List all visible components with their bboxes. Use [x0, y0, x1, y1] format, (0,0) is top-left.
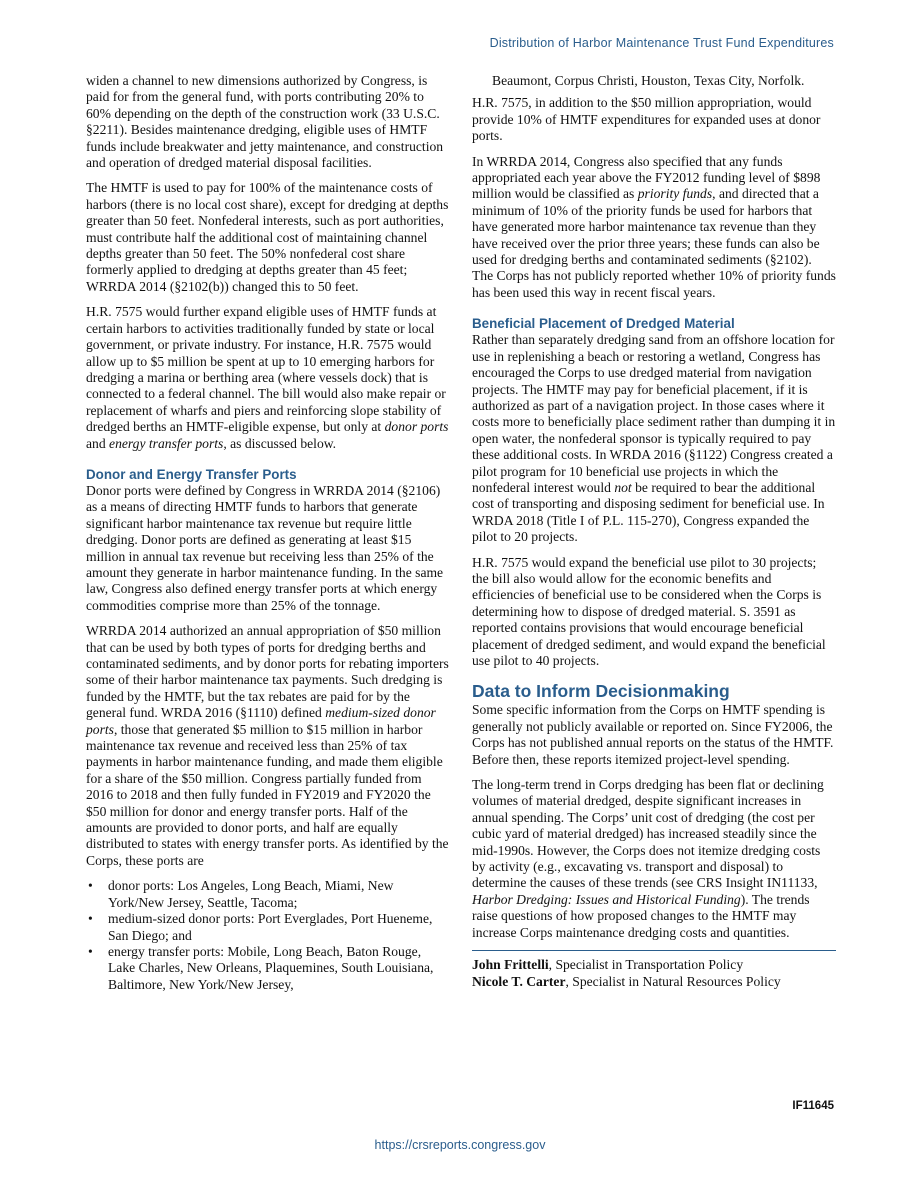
author-line [472, 957, 836, 973]
list-item-text: medium-sized donor ports: Port Everglades, Port Hueneme, San Diego; and [108, 911, 433, 943]
author-block [472, 957, 836, 990]
paragraph: widen a channel to new dimensions authorized by Congress, is paid for from the general fund, with ports contributing 20% to 60% depending on the depth of the construction work (33 U.S.C. §2211). Besides maintenance dredging, eligible uses of HMTF funds include breakwater and jetty maintenance, and construction and operation of dredged material disposal facilities. [86, 73, 444, 171]
list-item [88, 943, 450, 993]
author-name: John Frittelli [472, 957, 549, 973]
author-name: Nicole T. Carter [472, 973, 566, 989]
list-item-text: energy transfer ports: Mobile, Long Beach, Baton Rouge, Lake Charles, New Orleans, Plaquemines, South Louisiana, Baltimore, New York/New Jersey, [108, 943, 434, 992]
footer-url[interactable]: https://crsreports.congress.gov [374, 1138, 546, 1152]
italic-term: energy transfer ports [109, 435, 224, 451]
bullet-icon: • [88, 878, 93, 894]
author-title: , Specialist in Transportation Policy [548, 957, 744, 973]
italic-term: medium-sized donor ports [86, 705, 436, 737]
left-column [86, 73, 450, 993]
italic-term: donor ports [384, 419, 449, 435]
text-span: The long-term trend in Corps dredging has been flat or declining volumes of material dredged, despite significant increases in annual spending. The Corps’ unit cost of dredging (the cost per cubic yard of material dredged) has increased steadily since the mid-1990s. However, the Corps does not itemize dredging costs by activity (e.g., excavating vs. transport and disposal) to determine the causes of these trends (see CRS Insight IN11133, [472, 777, 824, 891]
text-span: and [86, 435, 110, 451]
paragraph [86, 623, 450, 869]
section-heading-donor-ports: Donor and Energy Transfer Ports [86, 466, 297, 482]
section-heading-data: Data to Inform Decisionmaking [472, 681, 730, 702]
paragraph: Some specific information from the Corps on HMTF spending is generally not publicly available or reported on. Since FY2006, the Corps has not published annual reports on the status of the HMTF. Before then, these reports itemized project-level spending. [472, 702, 834, 767]
section-heading-beneficial-placement: Beneficial Placement of Dredged Material [472, 316, 735, 332]
paragraph: H.R. 7575, in addition to the $50 million appropriation, would provide 10% of HMTF expenditures for expanded uses at donor ports. [472, 95, 821, 144]
list-item [88, 878, 450, 911]
list-item-text: donor ports: Los Angeles, Long Beach, Miami, New York/New Jersey, Seattle, Tacoma; [108, 878, 394, 910]
paragraph [86, 304, 450, 452]
bullet-icon: • [88, 943, 93, 959]
paragraph [472, 154, 836, 302]
text-span: In WRRDA 2014, Congress also specified that any funds appropriated each year above the FY2012 funding level of $898 million would be classified as [472, 153, 821, 202]
document-id: IF11645 [792, 1100, 834, 1112]
running-header: Distribution of Harbor Maintenance Trust Fund Expenditures [489, 36, 834, 50]
bullet-icon: • [88, 911, 93, 927]
paragraph: H.R. 7575 would expand the beneficial use pilot to 30 projects; the bill also would allow for the economic benefits and efficiencies of beneficial use to be considered when the Corps is determining how to dispose of dredged material. S. 3591 as reported contains provisions that would encourage beneficial placement of dredged sediment, and would expand the beneficial use pilot to 40 projects. [472, 554, 826, 668]
text-span: ). The trends raise questions of how proposed changes to the HMTF may increase Corps maintenance dredging costs and quantities. [472, 891, 810, 940]
text-span: Rather than separately dredging sand from an offshore location for use in replenishing a beach or restoring a wetland, Congress has encouraged the Corps to use dredged material from navigation projects. The HMTF may pay for beneficial placement, if it is authorized as part of a navigation project. In those cases where it costs more to beneficially place sediment rather than dumping it in open water, the nonfederal sponsor is typically required to pay these additional costs. In WRDA 2016 (§1122) Congress created a pilot program for 10 beneficial use projects in which the nonfederal interest would [472, 332, 836, 495]
right-column [472, 73, 836, 990]
divider [472, 950, 836, 951]
paragraph: Donor ports were defined by Congress in WRRDA 2014 (§2106) as a means of directing HMTF funds to harbors that generate significant harbor maintenance tax revenue but require little dredging. Donor ports are defined as generating at least $15 million in annual tax revenue but receiving less than 25% of the amount they generate in harbor maintenance funding. In the same law, Congress also defined energy transfer ports at which energy commodities comprise more than 25% of the tonnage. [86, 482, 444, 613]
italic-term: priority funds [637, 186, 713, 202]
paragraph: The HMTF is used to pay for 100% of the maintenance costs of harbors (there is no local cost share), except for dredging at depths greater than 50 feet. Nonfederal interests, such as port authorities, must contribute half the additional cost of maintaining channel depths greater than 50 feet. The 50% nonfederal cost share formerly applied to dredging at depths greater than 45 feet; WRRDA 2014 (§2102(b)) changed this to 50 feet. [86, 180, 449, 294]
text-span: , as discussed below. [223, 435, 337, 451]
text-span: be required to bear the additional cost of transporting and disposing sediment for beneficial use. In WRDA 2018 (Title I of P.L. 115-270), Congress expanded the pilot to 20 projects. [472, 479, 825, 545]
text-span: , those that generated $5 million to $15 million in harbor maintenance tax revenue and received less than 25% of tax payments in harbor maintenance funding, and made them eligible for a share of the $50 million. Congress partially funded from 2016 to 2018 and then fully funded in FY2019 and FY2020 the $50 million for donor and energy transfer ports. Half of the amounts are provided to donor ports, and half are equally distributed to states with energy transfer ports. As identified by the Corps, these ports are [86, 721, 449, 868]
author-title: , Specialist in Natural Resources Policy [565, 973, 781, 989]
list-item [88, 911, 450, 944]
italic-term: Harbor Dredging: Issues and Historical Funding [472, 891, 741, 907]
text-span: , and directed that a minimum of 10% of the priority funds be used for harbors that have generated more harbor maintenance tax revenue than they have received over the prior three years; these funds can also be used for dredging berths and contaminated sediments (§2102). The Corps has not publicly reported whether 10% of priority funds has been used this way in recent fiscal years. [472, 186, 836, 300]
text-span: WRRDA 2014 authorized an annual appropriation of $50 million that can be used by both types of ports for dredging berths and contaminated sediments, and by donor ports for rebating importers some of their harbor maintenance tax payments. Such dredging is funded by the HMTF, but the tax rebates are paid for by the general fund. WRDA 2016 (§1110) defined [86, 623, 449, 721]
text-span: H.R. 7575 would further expand eligible uses of HMTF funds at certain harbors to activities traditionally funded by state or local government, or private industry. For instance, H.R. 7575 would allow up to $5 million be spent at up to 10 emerging harbors for dredging a marina or berthing area (where vessels dock) that is connected to a federal channel. The bill would also make repair or replacement of wharfs and piers and reinforcing slope stability of dredged berths an HMTF-eligible expense, but only at [86, 304, 446, 435]
port-list [86, 878, 450, 993]
author-line [472, 974, 836, 990]
italic-term: not [614, 479, 632, 495]
paragraph [472, 777, 836, 941]
list-item-continuation: Beaumont, Corpus Christi, Houston, Texas City, Norfolk. [492, 73, 805, 88]
paragraph [472, 332, 836, 545]
